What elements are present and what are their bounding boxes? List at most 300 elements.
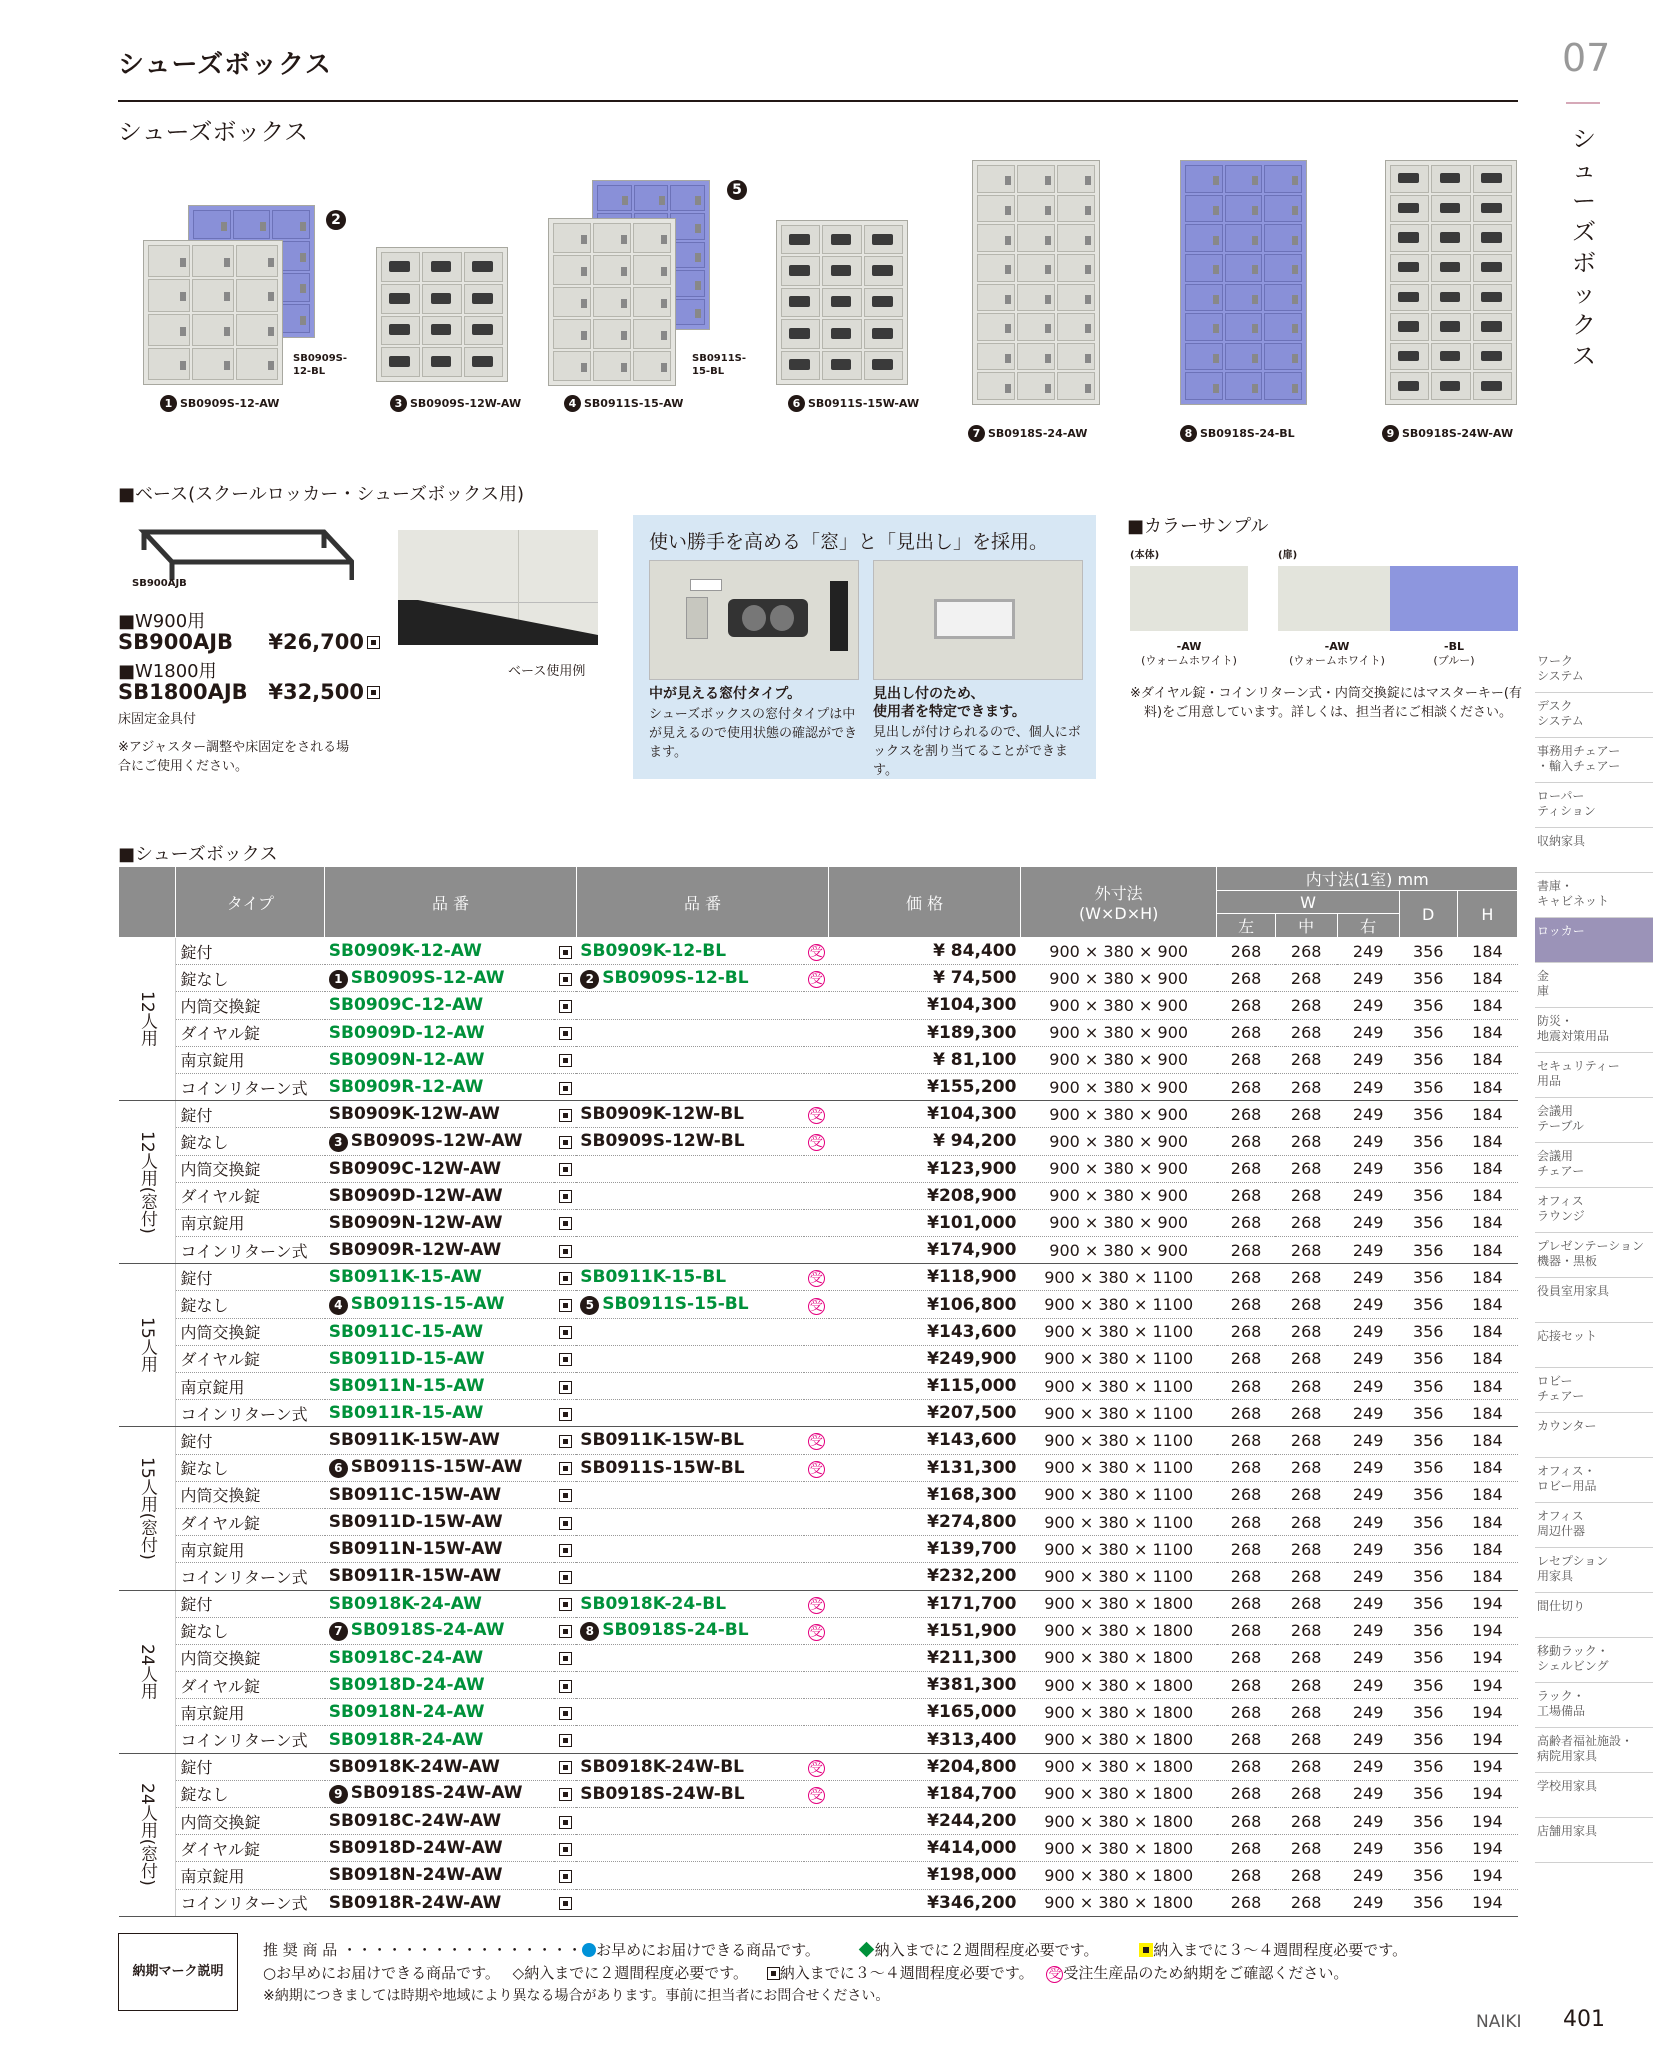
type-cell: 南京錠用	[176, 1862, 325, 1889]
inner-dim-d: 356	[1399, 1726, 1457, 1753]
inner-dim-r: 249	[1337, 1400, 1399, 1427]
code2-cell	[576, 1155, 803, 1182]
price-cell: ¥104,300	[829, 992, 1021, 1019]
locker-door	[1185, 343, 1223, 371]
locker-door	[1185, 195, 1223, 223]
nav-item-23[interactable]: 移動ラック・ シェルビング	[1535, 1638, 1653, 1683]
nav-item-24[interactable]: ラック・ 工場備品	[1535, 1683, 1653, 1728]
locker-door	[1225, 254, 1263, 282]
code1-cell: SB0911D-15-AW	[325, 1345, 555, 1372]
outer-dim-cell: 900 × 380 × 900	[1020, 1101, 1217, 1128]
delivery-mark: 受	[804, 1454, 829, 1481]
nav-item-19[interactable]: オフィス・ ロビー用品	[1535, 1458, 1653, 1503]
delivery-mark	[804, 1400, 829, 1427]
locker-door	[1390, 224, 1429, 252]
code1-cell: SB0918D-24-AW	[325, 1672, 555, 1699]
locker-door	[597, 185, 632, 211]
inner-dim-r: 249	[1337, 1644, 1399, 1671]
inner-dim-m: 268	[1275, 1617, 1337, 1644]
code2-cell	[576, 1699, 803, 1726]
inner-dim-h: 184	[1457, 1128, 1517, 1155]
outer-dim-cell: 900 × 380 × 1100	[1020, 1454, 1217, 1481]
locker-door	[1473, 284, 1512, 312]
code1-cell: SB0918N-24W-AW	[325, 1862, 555, 1889]
outer-dim-cell: 900 × 380 × 1800	[1020, 1590, 1217, 1617]
outer-dim-cell: 900 × 380 × 900	[1020, 992, 1217, 1019]
delivery-mark	[804, 1835, 829, 1862]
chapter-rule	[1566, 102, 1600, 104]
locker-door	[1390, 254, 1429, 282]
locker-door	[1390, 284, 1429, 312]
delivery-mark	[554, 1536, 576, 1563]
nav-item-27[interactable]: 店舗用家具	[1535, 1818, 1653, 1863]
table-row	[119, 965, 1518, 992]
type-cell: 内筒交換錠	[176, 992, 325, 1019]
locker-door	[864, 256, 903, 285]
inner-dim-h: 184	[1457, 1101, 1517, 1128]
outer-dim-cell: 900 × 380 × 1100	[1020, 1563, 1217, 1590]
inner-dim-d: 356	[1399, 1128, 1457, 1155]
locker-door	[634, 185, 669, 211]
table-row	[119, 1672, 1518, 1699]
inner-dim-d: 356	[1399, 1046, 1457, 1073]
inner-dim-h: 194	[1457, 1753, 1517, 1780]
inner-dim-r: 249	[1337, 1427, 1399, 1454]
type-cell: 南京錠用	[176, 1699, 325, 1726]
delivery-mark	[554, 1373, 576, 1400]
col-outer: 外寸法 (W×D×H)	[1020, 867, 1217, 938]
price-cell: ¥ 94,200	[829, 1128, 1021, 1155]
group-label: 15人用	[119, 1264, 176, 1427]
window-type-image	[649, 560, 859, 680]
locker-door	[553, 255, 591, 285]
col-code1: 品 番	[325, 867, 576, 938]
locker-door	[148, 279, 190, 311]
locker-door	[1431, 224, 1470, 252]
delivery-mark	[554, 1889, 576, 1916]
inner-dim-l: 268	[1217, 938, 1275, 965]
code1-cell: SB0911K-15W-AW	[325, 1427, 555, 1454]
inner-dim-l: 268	[1217, 1862, 1275, 1889]
code2-cell	[576, 1237, 803, 1264]
locker-door	[1017, 195, 1055, 223]
inner-dim-l: 268	[1217, 1699, 1275, 1726]
locker-door	[381, 252, 420, 282]
nav-item-9[interactable]: 防災・ 地震対策用品	[1535, 1008, 1653, 1053]
code1-cell: 3 SB0909S-12W-AW	[325, 1128, 555, 1155]
code1-cell: SB0909N-12-AW	[325, 1046, 555, 1073]
inner-dim-l: 268	[1217, 1128, 1275, 1155]
code2-cell	[576, 992, 803, 1019]
inner-dim-r: 249	[1337, 1699, 1399, 1726]
code2-cell	[576, 1835, 803, 1862]
table-row	[119, 1373, 1518, 1400]
inner-dim-h: 184	[1457, 965, 1517, 992]
locker-door	[1057, 372, 1095, 400]
nav-item-17[interactable]: ロビー チェアー	[1535, 1368, 1653, 1413]
locker-door	[192, 245, 234, 277]
locker-door	[553, 351, 591, 381]
locker-door	[1431, 313, 1470, 341]
nav-item-21[interactable]: レセプション 用家具	[1535, 1548, 1653, 1593]
inner-dim-r: 249	[1337, 1617, 1399, 1644]
outer-dim-cell: 900 × 380 × 1100	[1020, 1373, 1217, 1400]
delivery-mark	[554, 1128, 576, 1155]
code1-cell: SB0918C-24W-AW	[325, 1808, 555, 1835]
locker-image-6	[776, 220, 908, 385]
inner-dim-m: 268	[1275, 965, 1337, 992]
locker-door	[781, 256, 820, 285]
base-w900-label: ■W900用	[118, 611, 206, 632]
type-cell: コインリターン式	[176, 1563, 325, 1590]
inner-dim-h: 184	[1457, 1373, 1517, 1400]
inner-dim-m: 268	[1275, 1726, 1337, 1753]
base-w1800-label: ■W1800用	[118, 661, 217, 682]
nav-item-3[interactable]: 事務用チェアー ・輸入チェアー	[1535, 738, 1653, 783]
code2-cell	[576, 1508, 803, 1535]
delivery-mark: 受	[804, 938, 829, 965]
locker-door	[1473, 195, 1512, 223]
delivery-mark	[804, 1672, 829, 1699]
inner-dim-d: 356	[1399, 1780, 1457, 1807]
outer-dim-cell: 900 × 380 × 1100	[1020, 1400, 1217, 1427]
code1-cell: SB0911D-15W-AW	[325, 1508, 555, 1535]
inner-dim-l: 268	[1217, 1780, 1275, 1807]
outer-dim-cell: 900 × 380 × 1100	[1020, 1291, 1217, 1318]
inner-dim-m: 268	[1275, 1264, 1337, 1291]
table-row	[119, 1644, 1518, 1671]
inner-dim-m: 268	[1275, 1835, 1337, 1862]
nav-item-5[interactable]: 収納家具	[1535, 828, 1653, 873]
inner-dim-m: 268	[1275, 1536, 1337, 1563]
delivery-mark	[554, 1780, 576, 1807]
inner-dim-d: 356	[1399, 1318, 1457, 1345]
inner-dim-h: 184	[1457, 1264, 1517, 1291]
group-label: 24人用	[119, 1590, 176, 1753]
base-adjuster-note: ※アジャスター調整や床固定をされる場合にご使用ください。	[118, 740, 350, 774]
locker-door	[822, 225, 861, 254]
inner-dim-d: 356	[1399, 1672, 1457, 1699]
order-made-icon: 受	[1048, 1967, 1062, 1982]
delivery-mark: 受	[804, 1753, 829, 1780]
delivery-mark	[804, 992, 829, 1019]
locker-door	[1225, 165, 1263, 193]
caption-product-8: 8 SB0918S-24-BL	[1180, 425, 1295, 442]
spec-table	[118, 866, 1518, 1917]
nav-item-12[interactable]: 会議用 チェアー	[1535, 1143, 1653, 1188]
locker-door	[1057, 224, 1095, 252]
outer-dim-cell: 900 × 380 × 1100	[1020, 1536, 1217, 1563]
nav-item-15[interactable]: 役員室用家具	[1535, 1278, 1653, 1323]
delivery-mark	[804, 1373, 829, 1400]
type-cell: 錠付	[176, 1264, 325, 1291]
inner-dim-m: 268	[1275, 1699, 1337, 1726]
nav-item-10[interactable]: セキュリティー 用品	[1535, 1053, 1653, 1098]
inner-dim-d: 356	[1399, 1209, 1457, 1236]
inner-dim-r: 249	[1337, 992, 1399, 1019]
type-cell: ダイヤル錠	[176, 1835, 325, 1862]
caption-product-3: 3 SB0909S-12W-AW	[390, 395, 521, 412]
price-cell: ¥414,000	[829, 1835, 1021, 1862]
callout-2: 2	[326, 210, 346, 230]
nav-item-13[interactable]: オフィス ラウンジ	[1535, 1188, 1653, 1233]
inner-dim-d: 356	[1399, 1508, 1457, 1535]
locker-door	[1057, 254, 1095, 282]
locker-door	[464, 316, 503, 346]
locker-door	[1390, 313, 1429, 341]
locker-door	[192, 279, 234, 311]
inner-dim-l: 268	[1217, 1889, 1275, 1916]
code2-cell	[576, 1373, 803, 1400]
locker-door	[1390, 165, 1429, 193]
locker-door	[193, 210, 231, 239]
delivery-mark	[554, 1209, 576, 1236]
inner-dim-r: 249	[1337, 1291, 1399, 1318]
legend-line-3: ※納期につきましては時期や地域により異なる場合があります。事前に担当者にお問合せください。	[263, 1988, 890, 2004]
inner-dim-r: 249	[1337, 1726, 1399, 1753]
inner-dim-l: 268	[1217, 1209, 1275, 1236]
inner-dim-h: 184	[1457, 1291, 1517, 1318]
locker-door	[1431, 343, 1470, 371]
type-cell: ダイヤル錠	[176, 1508, 325, 1535]
inner-dim-h: 184	[1457, 1318, 1517, 1345]
locker-door	[1473, 372, 1512, 400]
inner-dim-l: 268	[1217, 1481, 1275, 1508]
section-title: シューズボックス	[118, 118, 309, 146]
inner-dim-r: 249	[1337, 1073, 1399, 1100]
locker-door	[1264, 284, 1302, 312]
price-cell: ¥ 74,500	[829, 965, 1021, 992]
delivery-mark	[554, 938, 576, 965]
caption-product-6: 6 SB0911S-15W-AW	[788, 395, 919, 412]
locker-door	[1264, 195, 1302, 223]
table-row	[119, 1508, 1518, 1535]
code2-cell: SB0918S-24W-BL	[576, 1780, 803, 1807]
delivery-mark	[554, 1808, 576, 1835]
price-cell: ¥232,200	[829, 1563, 1021, 1590]
price-cell: ¥165,000	[829, 1699, 1021, 1726]
inner-dim-h: 184	[1457, 1563, 1517, 1590]
caption-product-7: 7 SB0918S-24-AW	[968, 425, 1087, 442]
inner-dim-h: 194	[1457, 1808, 1517, 1835]
inner-dim-m: 268	[1275, 1481, 1337, 1508]
inner-dim-r: 249	[1337, 1046, 1399, 1073]
delivery-mark: 受	[804, 1780, 829, 1807]
inner-dim-d: 356	[1399, 1454, 1457, 1481]
delivery-mark	[804, 1862, 829, 1889]
locker-door	[1473, 254, 1512, 282]
price-cell: ¥143,600	[829, 1427, 1021, 1454]
locker-image-4	[548, 218, 676, 386]
delivery-mark	[804, 1182, 829, 1209]
code2-cell: 8 SB0918S-24-BL	[576, 1617, 803, 1644]
inner-dim-m: 268	[1275, 1373, 1337, 1400]
price-cell: ¥ 81,100	[829, 1046, 1021, 1073]
price-cell: ¥207,500	[829, 1400, 1021, 1427]
code1-cell: SB0911N-15W-AW	[325, 1536, 555, 1563]
col-w: W	[1217, 891, 1399, 914]
nav-item-20[interactable]: オフィス 周辺什器	[1535, 1503, 1653, 1548]
locker-door	[1057, 313, 1095, 341]
col-type: タイプ	[176, 867, 325, 938]
code1-cell: SB0909C-12W-AW	[325, 1155, 555, 1182]
base-image-label: SB900AJB	[132, 578, 187, 589]
locker-door	[1264, 254, 1302, 282]
nav-item-11[interactable]: 会議用 テーブル	[1535, 1098, 1653, 1143]
outer-dim-cell: 900 × 380 × 900	[1020, 1073, 1217, 1100]
type-cell: 錠なし	[176, 1617, 325, 1644]
delivery-mark	[554, 1155, 576, 1182]
inner-dim-l: 268	[1217, 1427, 1275, 1454]
price-cell: ¥ 84,400	[829, 938, 1021, 965]
locker-door	[381, 284, 420, 314]
delivery-mark	[554, 1046, 576, 1073]
inner-dim-h: 184	[1457, 1345, 1517, 1372]
inner-dim-r: 249	[1337, 1209, 1399, 1236]
locker-door	[422, 284, 461, 314]
code1-cell: SB0909N-12W-AW	[325, 1209, 555, 1236]
locker-door	[1185, 372, 1223, 400]
outer-dim-cell: 900 × 380 × 900	[1020, 1046, 1217, 1073]
color-swatch-label: -AW (ウォームホワイト)	[1141, 640, 1237, 667]
inner-dim-d: 356	[1399, 1373, 1457, 1400]
delivery-mark	[554, 1101, 576, 1128]
inner-dim-d: 356	[1399, 1182, 1457, 1209]
locker-door	[192, 348, 234, 380]
locker-door	[1390, 343, 1429, 371]
inner-dim-d: 356	[1399, 1155, 1457, 1182]
header-rule	[118, 100, 1518, 102]
code1-cell: SB0911C-15-AW	[325, 1318, 555, 1345]
table-row	[119, 1019, 1518, 1046]
inner-dim-d: 356	[1399, 1019, 1457, 1046]
inner-dim-l: 268	[1217, 1291, 1275, 1318]
price-cell: ¥168,300	[829, 1481, 1021, 1508]
locker-door	[1431, 284, 1470, 312]
locker-door	[781, 225, 820, 254]
code1-cell: SB0909R-12-AW	[325, 1073, 555, 1100]
inner-dim-m: 268	[1275, 1019, 1337, 1046]
inner-dim-m: 268	[1275, 1046, 1337, 1073]
type-cell: 錠なし	[176, 1291, 325, 1318]
label-text: 見出しが付けられるので、個人にボックスを割り当てることができます。	[873, 725, 1081, 778]
inner-dim-r: 249	[1337, 1672, 1399, 1699]
group-label: 12人用	[119, 938, 176, 1101]
inner-dim-m: 268	[1275, 1644, 1337, 1671]
nav-item-14[interactable]: プレゼンテーション 機器・黒板	[1535, 1233, 1653, 1278]
inner-dim-l: 268	[1217, 1808, 1275, 1835]
inner-dim-l: 268	[1217, 1400, 1275, 1427]
type-cell: ダイヤル錠	[176, 1345, 325, 1372]
nav-item-7[interactable]: ロッカー	[1535, 918, 1653, 963]
table-row	[119, 1563, 1518, 1590]
locker-door	[1473, 224, 1512, 252]
delivery-mark	[554, 1237, 576, 1264]
type-cell: コインリターン式	[176, 1889, 325, 1916]
inner-dim-l: 268	[1217, 1454, 1275, 1481]
code2-cell: 5 SB0911S-15-BL	[576, 1291, 803, 1318]
nav-item-22[interactable]: 間仕切り	[1535, 1593, 1653, 1638]
locker-image-1	[143, 240, 283, 385]
locker-image-9	[1385, 160, 1517, 405]
nav-item-6[interactable]: 書庫・ キャビネット	[1535, 873, 1653, 918]
inner-dim-r: 249	[1337, 1373, 1399, 1400]
table-row	[119, 1835, 1518, 1862]
inner-dim-h: 184	[1457, 1427, 1517, 1454]
code1-cell: SB0909D-12-AW	[325, 1019, 555, 1046]
delivery-mark: 受	[804, 1590, 829, 1617]
table-row	[119, 1155, 1518, 1182]
nav-item-25[interactable]: 高齢者福祉施設・ 病院用家具	[1535, 1728, 1653, 1773]
delivery-mark	[804, 1318, 829, 1345]
delivery-mark: 受	[804, 1101, 829, 1128]
price-cell: ¥381,300	[829, 1672, 1021, 1699]
inner-dim-r: 249	[1337, 1780, 1399, 1807]
locker-door	[1185, 165, 1223, 193]
type-cell: 錠付	[176, 1590, 325, 1617]
nav-item-2[interactable]: デスク システム	[1535, 693, 1653, 738]
nav-item-18[interactable]: カウンター	[1535, 1413, 1653, 1458]
code1-cell: 7 SB0918S-24-AW	[325, 1617, 555, 1644]
inner-dim-m: 268	[1275, 1128, 1337, 1155]
inner-dim-h: 184	[1457, 992, 1517, 1019]
locker-door	[1057, 195, 1095, 223]
locker-door	[864, 351, 903, 380]
code1-cell: 1 SB0909S-12-AW	[325, 965, 555, 992]
code1-cell: SB0911C-15W-AW	[325, 1481, 555, 1508]
price-cell: ¥249,900	[829, 1345, 1021, 1372]
nav-item-1[interactable]: ワーク システム	[1535, 648, 1653, 693]
inner-dim-h: 184	[1457, 1019, 1517, 1046]
type-cell: ダイヤル錠	[176, 1672, 325, 1699]
locker-door	[236, 279, 278, 311]
inner-dim-r: 249	[1337, 1237, 1399, 1264]
locker-door	[822, 256, 861, 285]
locker-door	[670, 185, 705, 211]
group-label: 15人用(窓付)	[119, 1427, 176, 1590]
delivery-mark	[804, 1073, 829, 1100]
delivery-mark: 受	[804, 1617, 829, 1644]
type-cell: コインリターン式	[176, 1237, 325, 1264]
page-number: 401	[1563, 2007, 1605, 2032]
code1-cell: 9 SB0918S-24W-AW	[325, 1780, 555, 1807]
delivery-mark	[804, 1508, 829, 1535]
nav-item-16[interactable]: 応接セット	[1535, 1323, 1653, 1368]
nav-item-8[interactable]: 金 庫	[1535, 963, 1653, 1008]
price-cell: ¥204,800	[829, 1753, 1021, 1780]
locker-door	[1185, 313, 1223, 341]
code2-cell	[576, 1182, 803, 1209]
nav-item-26[interactable]: 学校用家具	[1535, 1773, 1653, 1818]
color-swatch-label: -BL (ブルー)	[1433, 640, 1475, 667]
inner-dim-l: 268	[1217, 965, 1275, 992]
col-code2: 品 番	[576, 867, 828, 938]
inner-dim-m: 268	[1275, 1182, 1337, 1209]
delivery-mark	[554, 1345, 576, 1372]
inner-dim-h: 184	[1457, 1237, 1517, 1264]
inner-dim-l: 268	[1217, 1726, 1275, 1753]
nav-item-4[interactable]: ローパー ティション	[1535, 783, 1653, 828]
locker-door	[381, 316, 420, 346]
outer-dim-cell: 900 × 380 × 900	[1020, 1155, 1217, 1182]
type-cell: 南京錠用	[176, 1373, 325, 1400]
code2-cell	[576, 1209, 803, 1236]
delivery-mark	[554, 1481, 576, 1508]
inner-dim-r: 249	[1337, 1101, 1399, 1128]
type-cell: コインリターン式	[176, 1073, 325, 1100]
locker-door	[1225, 313, 1263, 341]
outer-dim-cell: 900 × 380 × 1800	[1020, 1780, 1217, 1807]
